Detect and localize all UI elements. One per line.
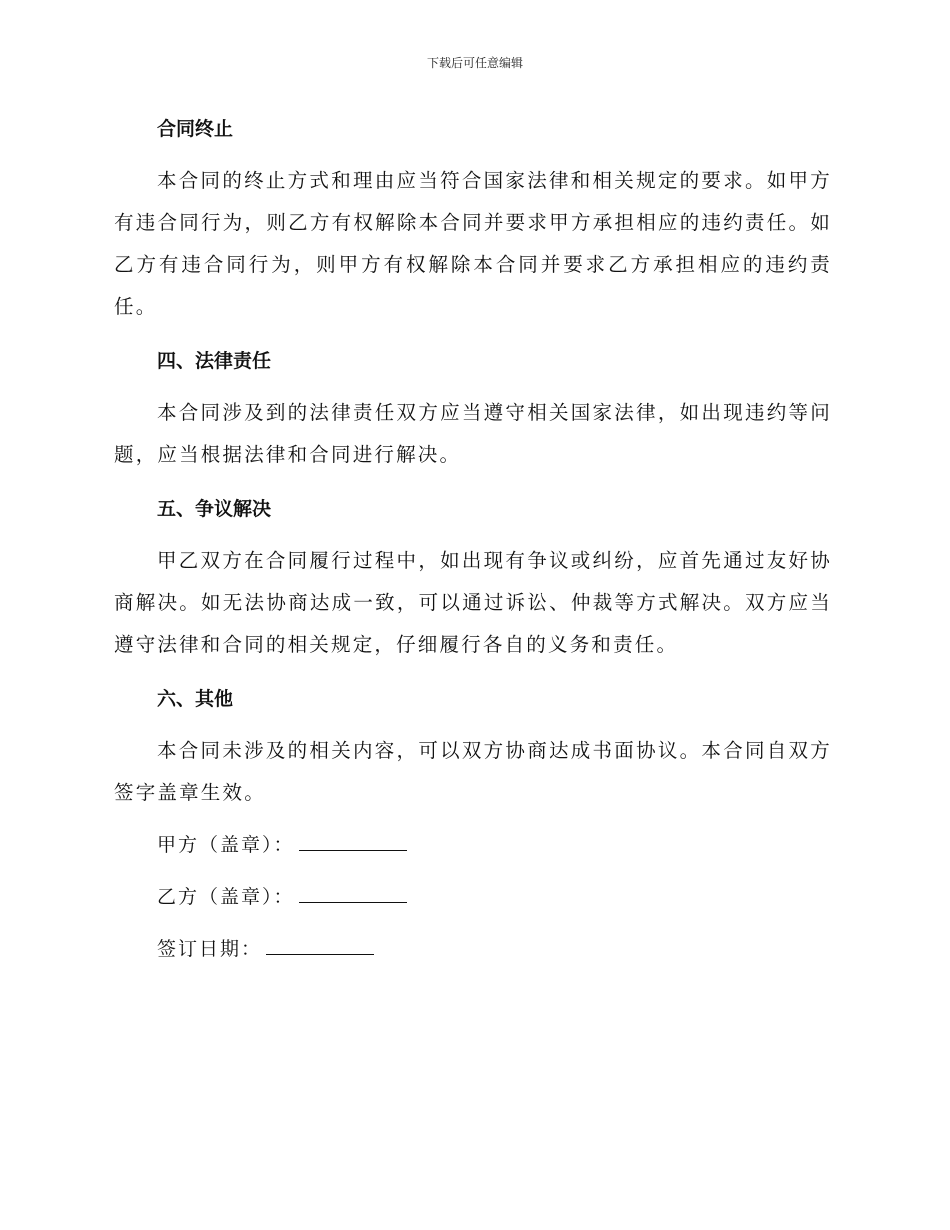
legal-liability-paragraph: 本合同涉及到的法律责任双方应当遵守相关国家法律，如出现违约等问题，应当根据法律和合同进行解决。 (114, 401, 832, 466)
signing-date-blank (266, 932, 374, 955)
termination-paragraph: 本合同的终止方式和理由应当符合国家法律和相关规定的要求。如甲方有违合同行为，则乙方有权解除本合同并要求甲方承担相应的违约责任。如乙方有违合同行为，则甲方有权解除本合同并要求乙方承担相应的违约责任。 (114, 169, 832, 318)
party-a-signature-line (157, 824, 832, 866)
section-heading-termination: 合同终止 (157, 118, 234, 140)
section-heading-other: 六、其他 (157, 688, 234, 710)
party-a-signature-blank (299, 828, 407, 851)
section-heading-dispute-resolution: 五、争议解决 (157, 498, 272, 520)
dispute-resolution-paragraph: 甲乙双方在合同履行过程中，如出现有争议或纠纷，应首先通过友好协商解决。如无法协商达成一致，可以通过诉讼、仲裁等方式解决。双方应当遵守法律和合同的相关规定，仔细履行各自的义务和责任。 (114, 549, 832, 656)
other-paragraph: 本合同未涉及的相关内容，可以双方协商达成书面协议。本合同自双方签字盖章生效。 (114, 739, 832, 804)
party-b-label: 乙方（盖章）： (157, 886, 295, 908)
signing-date-line (157, 928, 832, 970)
document-body (114, 108, 832, 970)
signing-date-label: 签订日期： (157, 938, 263, 960)
party-b-signature-blank (299, 880, 407, 903)
party-a-label: 甲方（盖章）： (157, 834, 295, 856)
party-b-signature-line (157, 876, 832, 918)
page-header: 下载后可任意编辑 (426, 56, 523, 70)
section-heading-legal-liability: 四、法律责任 (157, 350, 272, 372)
